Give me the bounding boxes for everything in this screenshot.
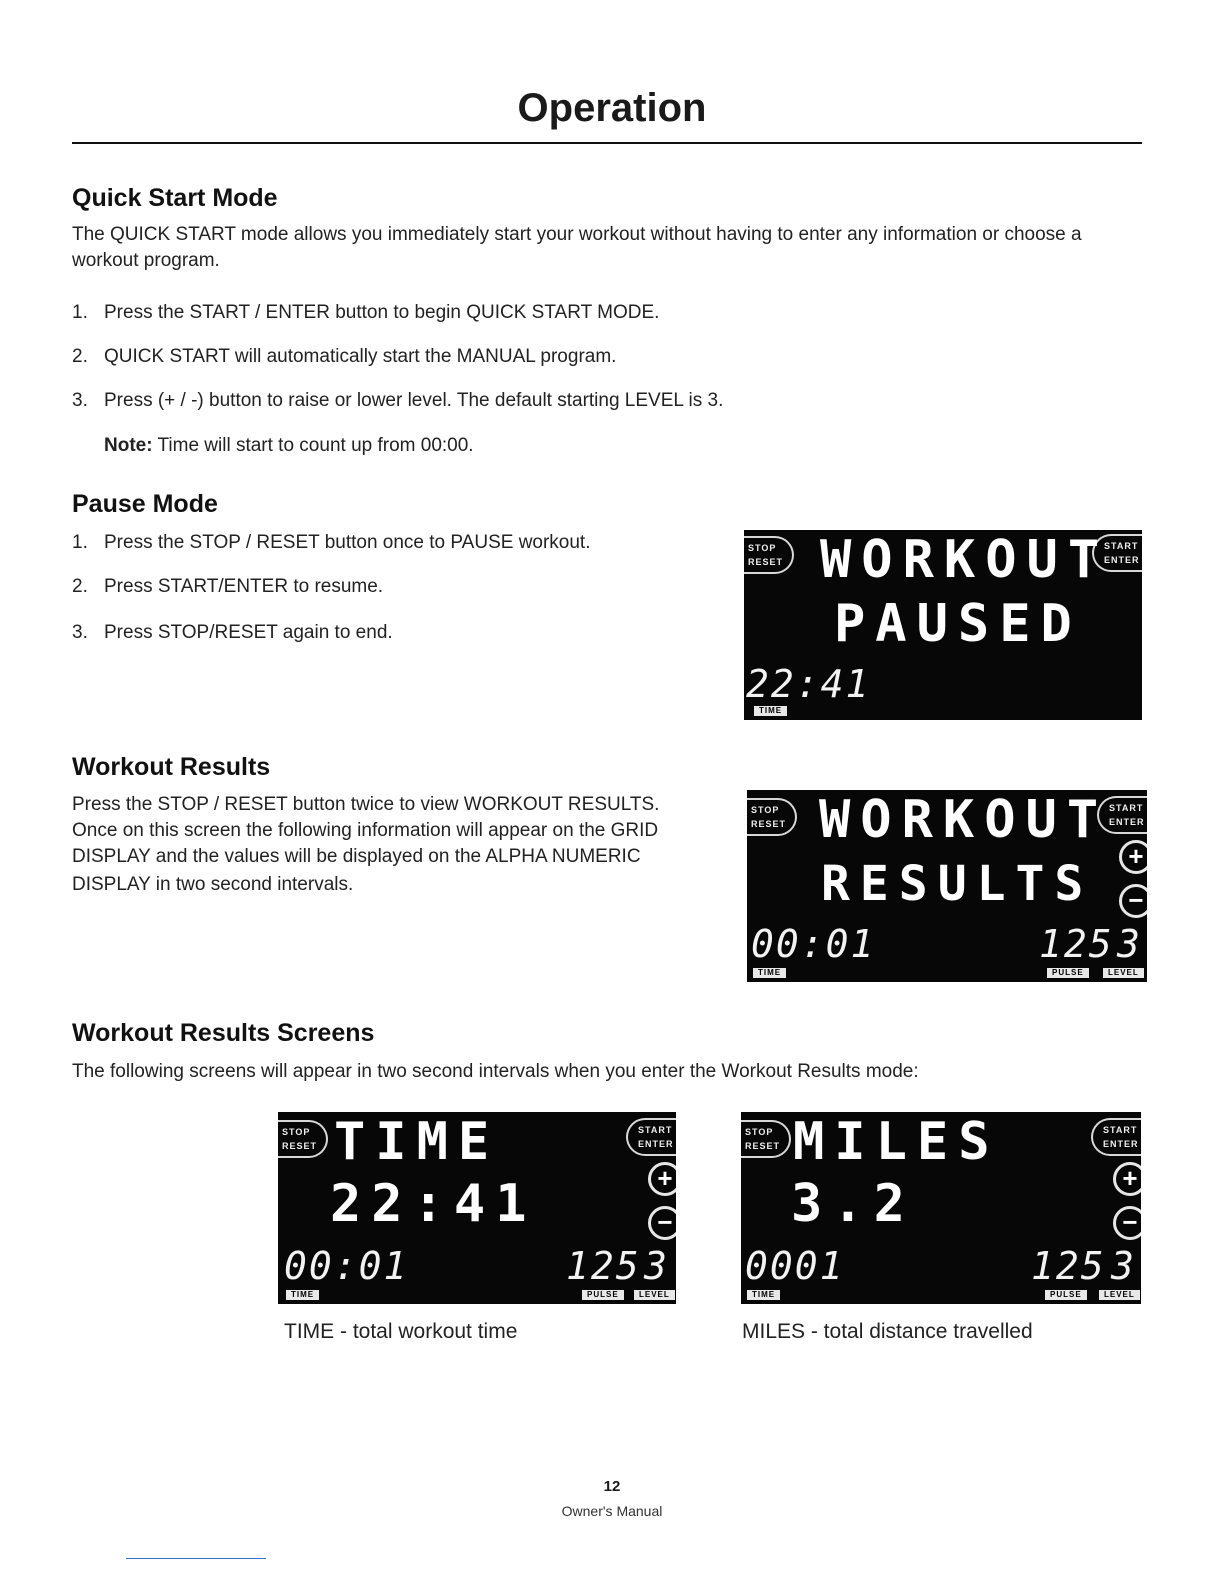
- minus-icon: −: [1119, 884, 1147, 918]
- level-tag: LEVEL: [1103, 968, 1144, 978]
- note-label: Note:: [104, 435, 153, 456]
- page-title: Operation: [517, 86, 707, 130]
- pulse-readout: 125: [1031, 1244, 1106, 1288]
- step-number: 2.: [72, 576, 88, 597]
- level-tag: LEVEL: [1099, 1290, 1140, 1300]
- time-tag: TIME: [286, 1290, 319, 1300]
- grid-line2: PAUSED: [834, 594, 1082, 654]
- results-line2: Once on this screen the following information will appear on the GRID: [72, 820, 659, 841]
- time-tag: TIME: [753, 968, 786, 978]
- lcd-workout-paused: [744, 530, 1142, 720]
- time-readout: 0001: [745, 1244, 845, 1288]
- stop-reset-button: STOP RESET: [747, 798, 797, 836]
- results-line4: DISPLAY in two second intervals.: [72, 874, 354, 895]
- list-item: [72, 344, 723, 370]
- grid-line2: 3.2: [791, 1174, 915, 1234]
- step-text: Press START/ENTER to resume.: [104, 576, 384, 597]
- lcd-miles-screen: [741, 1112, 1141, 1304]
- list-item: [72, 388, 723, 414]
- grid-line2: 22:41: [330, 1174, 537, 1234]
- minus-icon: −: [1113, 1206, 1141, 1240]
- workout-results-heading: Workout Results: [72, 753, 271, 781]
- plus-icon: +: [648, 1162, 676, 1196]
- grid-line1: WORKOUT: [820, 530, 1110, 590]
- level-readout: 3: [644, 1244, 669, 1288]
- time-readout: 22:41: [746, 662, 871, 706]
- pulse-readout: 125: [566, 1244, 641, 1288]
- grid-line1: MILES: [793, 1112, 1000, 1172]
- time-readout: 00:01: [751, 922, 876, 966]
- start-enter-button: START ENTER: [1092, 534, 1142, 572]
- lcd-time-screen: [278, 1112, 676, 1304]
- footer-label: Owner's Manual: [561, 1503, 663, 1519]
- stop-reset-button: STOP RESET: [744, 536, 794, 574]
- pulse-readout: 125: [1039, 922, 1114, 966]
- stop-reset-button: STOP RESET: [278, 1120, 328, 1158]
- list-item: [72, 574, 591, 600]
- pause-steps: [72, 530, 591, 646]
- divider: [126, 1558, 266, 1559]
- stop-reset-button: STOP RESET: [741, 1120, 791, 1158]
- pulse-tag: PULSE: [1047, 968, 1089, 978]
- time-readout: 00:01: [284, 1244, 409, 1288]
- minus-icon: −: [648, 1206, 676, 1240]
- grid-line1: WORKOUT: [819, 790, 1109, 850]
- step-text: Press the START / ENTER button to begin QUICK START MODE.: [104, 302, 660, 323]
- time-caption: TIME - total workout time: [284, 1320, 518, 1343]
- step-text: Press STOP/RESET again to end.: [104, 622, 393, 643]
- results-line1: Press the STOP / RESET button twice to view WORKOUT RESULTS.: [72, 794, 660, 815]
- list-item: [72, 300, 723, 326]
- quick-start-note: [104, 435, 474, 457]
- grid-line2: RESULTS: [821, 856, 1094, 912]
- step-number: 1.: [72, 302, 88, 323]
- step-number: 3.: [72, 390, 88, 411]
- step-number: 3.: [72, 622, 88, 643]
- page-number: 12: [603, 1478, 621, 1495]
- time-tag: TIME: [747, 1290, 780, 1300]
- pulse-tag: PULSE: [1045, 1290, 1087, 1300]
- step-text: Press the STOP / RESET button once to PAUSE workout.: [104, 532, 591, 553]
- results-screens-intro: The following screens will appear in two second intervals when you enter the Workout Results mode:: [72, 1061, 919, 1082]
- lcd-workout-results: [747, 790, 1147, 982]
- plus-icon: +: [1119, 840, 1147, 874]
- step-number: 1.: [72, 532, 88, 553]
- list-item: [72, 530, 591, 556]
- quick-start-steps: [72, 300, 723, 414]
- results-screens-heading: Workout Results Screens: [72, 1019, 375, 1047]
- step-number: 2.: [72, 346, 88, 367]
- step-text: QUICK START will automatically start the MANUAL program.: [104, 346, 617, 367]
- miles-caption: MILES - total distance travelled: [742, 1320, 1033, 1343]
- time-tag: TIME: [754, 706, 787, 716]
- results-line3: DISPLAY and the values will be displayed on the ALPHA NUMERIC: [72, 846, 641, 867]
- step-text: Press (+ / -) button to raise or lower level. The default starting LEVEL is 3.: [104, 390, 724, 411]
- level-readout: 3: [1111, 1244, 1136, 1288]
- note-text: Time will start to count up from 00:00.: [152, 435, 474, 456]
- pulse-tag: PULSE: [582, 1290, 624, 1300]
- quick-start-intro-line2: workout program.: [72, 250, 220, 271]
- level-tag: LEVEL: [634, 1290, 675, 1300]
- grid-line1: TIME: [334, 1112, 500, 1172]
- plus-icon: +: [1113, 1162, 1141, 1196]
- list-item: [72, 620, 591, 646]
- title-divider: [72, 142, 1142, 144]
- start-enter-button: START ENTER: [1091, 1118, 1141, 1156]
- quick-start-intro-line1: The QUICK START mode allows you immediately start your workout without having to enter any information or choose a: [72, 224, 1082, 245]
- level-readout: 3: [1117, 922, 1142, 966]
- pause-mode-heading: Pause Mode: [72, 490, 218, 518]
- start-enter-button: START ENTER: [626, 1118, 676, 1156]
- start-enter-button: START ENTER: [1097, 796, 1147, 834]
- quick-start-heading: Quick Start Mode: [72, 184, 278, 212]
